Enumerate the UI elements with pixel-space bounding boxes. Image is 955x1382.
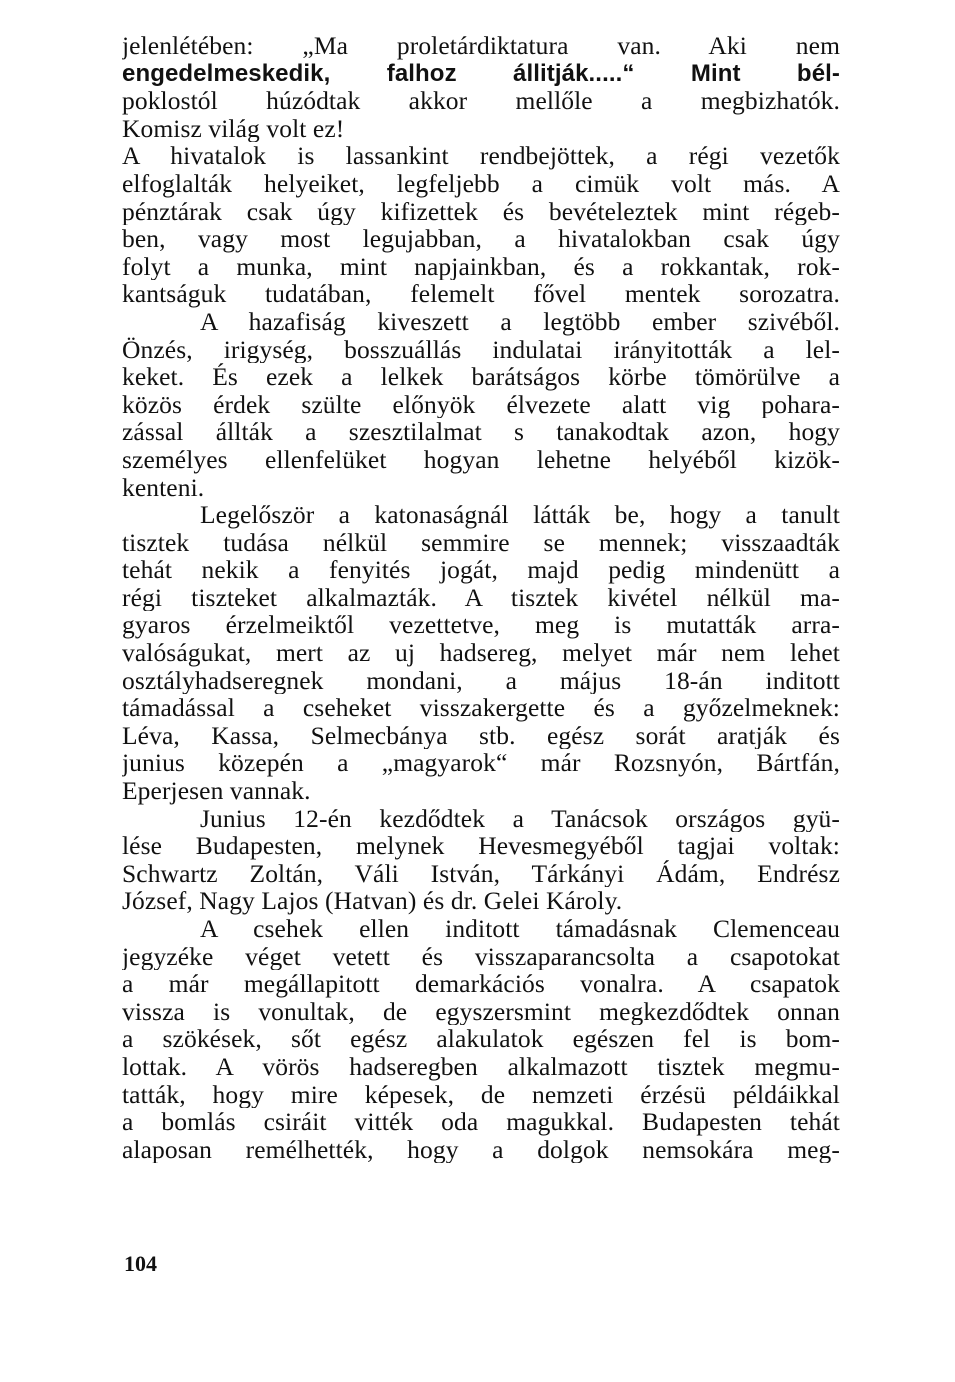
text-line: junius közepén a „magyarok“ már Rozsnyón, Bártfán, (122, 749, 840, 778)
text-line: valóságukat, mert az uj hadsereg, melyet már nem lehet (122, 639, 840, 667)
text-line: Komisz világ volt ez! (122, 114, 345, 143)
text-line: tehát nekik a fenyités jogát, majd pedig mindenütt a (122, 556, 840, 584)
text-line: lése Budapesten, melynek Hevesmegyéből tagjai voltak: (122, 832, 840, 860)
text-line: József, Nagy Lajos (Hatvan) és dr. Gelei Károly. (122, 887, 623, 915)
text-line: alaposan remélhették, hogy a dolgok nemsokára meg- (122, 1135, 840, 1164)
text-line: tisztek tudása nélkül semmire se mennek; visszaadták (122, 528, 840, 557)
text-line: Legelőször a katonaságnál látták be, hogy a tanult (200, 501, 840, 529)
text-block (122, 32, 840, 1163)
text-line: Eperjesen vannak. (122, 777, 311, 805)
text-line: lottak. A vörös hadseregben alkalmazott tisztek megmu- (122, 1052, 840, 1081)
text-line: zással állták a szesztilalmat s tanakodtak azon, hogy (122, 418, 840, 446)
text-line: elfoglalták helyeiket, legfeljebb a cimük volt más. A (122, 169, 840, 198)
text-line: Léva, Kassa, Selmecbánya stb. egész sorát aratják és (122, 721, 840, 750)
text-line: régi tiszteket alkalmazták. A tisztek kivétel nélkül ma- (122, 583, 840, 612)
text-line: A hazafiság kiveszett a legtöbb ember szivéből. (200, 307, 840, 336)
text-line: jegyzéke véget vetett és visszaparancsolta a csapotokat (122, 942, 840, 971)
text-line: személyes ellenfelüket hogyan lehetne helyéből kizök- (122, 445, 840, 474)
text-line: jelenlétében: „Ma proletárdiktatura van. Aki nem (122, 32, 840, 60)
page-body (122, 32, 840, 1163)
text-line: a bomlás csiráit vitték oda magukkal. Budapesten tehát (122, 1108, 840, 1136)
text-line: engedelmeskedik, falhoz állitják.....“ Mint bél- (122, 59, 840, 87)
text-line: Önzés, irigység, bosszuállás indulatai irányitották a lel- (122, 335, 840, 364)
text-line: Schwartz Zoltán, Váli István, Tárkányi Ádám, Endrész (122, 859, 840, 888)
text-line: A csehek ellen inditott támadásnak Clemenceau (200, 915, 840, 943)
text-line: folyt a munka, mint napjainkban, és a rokkantak, rok- (122, 252, 840, 281)
text-line: kenteni. (122, 473, 205, 502)
text-line: támadással a cseheket visszakergette és a győzelmeknek: (122, 694, 840, 722)
text-line: keket. És ezek a lelkek barátságos körbe tömörülve a (122, 363, 840, 391)
text-line: a szökések, sőt egész alakulatok egészen fel is bom- (122, 1025, 840, 1053)
text-line: Junius 12-én kezdődtek a Tanácsok országos gyü- (200, 804, 840, 833)
text-line: poklostól húzódtak akkor mellőle a megbizhatók. (122, 87, 840, 115)
text-line: A hivatalok is lassankint rendbejöttek, a régi vezetők (122, 142, 840, 170)
text-line: pénztárak csak úgy kifizettek és bevételeztek mint régeb- (122, 197, 840, 226)
text-line: közös érdek szülte előnyök élvezete alatt vig pohara- (122, 390, 840, 419)
page-number: 104 (124, 1251, 157, 1276)
text-line: gyaros érzelmeiktől vezettetve, meg is mutatták arra- (122, 611, 840, 640)
text-line: vissza is vonultak, de egyszersmint megkezdődtek onnan (122, 997, 840, 1026)
text-line: a már megállapitott demarkációs vonalra. A csapatok (122, 970, 840, 998)
text-line: osztályhadseregnek mondani, a május 18-án inditott (122, 666, 840, 695)
text-line: ben, vagy most legujabban, a hivatalokban csak úgy (122, 225, 840, 253)
text-line: tatták, hogy mire képesek, de nemzeti érzésü példáikkal (122, 1080, 840, 1109)
text-line: kantságuk tudatában, felemelt fővel mentek sorozatra. (122, 280, 840, 308)
